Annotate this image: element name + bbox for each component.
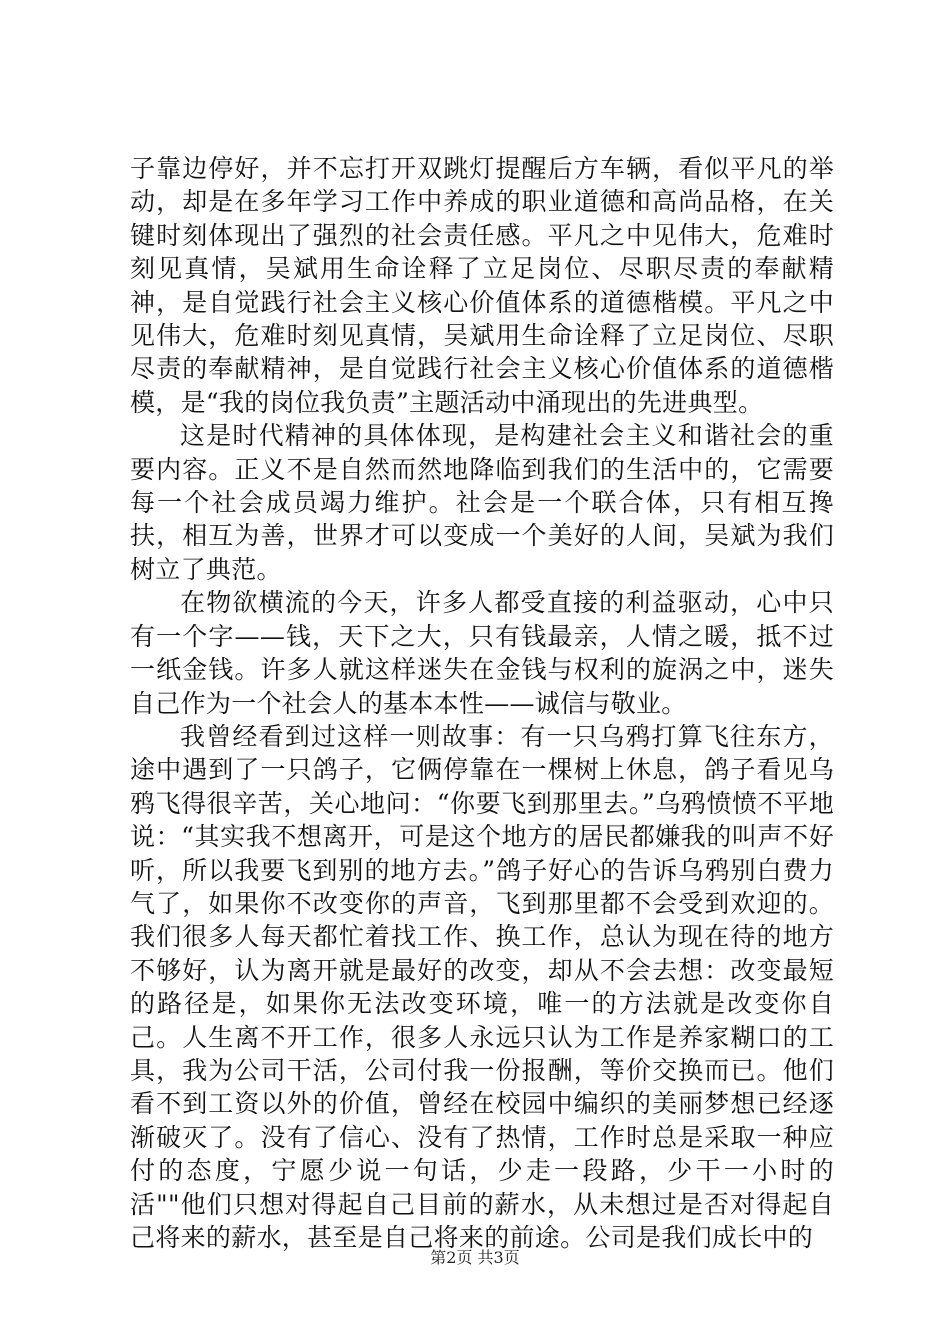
paragraph-1: 子靠边停好，并不忘打开双跳灯提醒后方车辆，看似平凡的举动，却是在多年学习工作中养成的职业道德和高尚品格，在关键时刻体现出了强烈的社会责任感。平凡之中见伟大，危难时刻见真情，吴斌用生命诠释了立足岗位、尽职尽责的奉献精神，是自觉践行社会主义核心价值体系的道德楷模。平凡之中见伟大，危难时刻见真情，吴斌用生命诠释了立足岗位、尽职尽责的奉献精神，是自觉践行社会主义核心价值体系的道德楷模，是“我的岗位我负责”主题活动中涌现出的先进典型。 bbox=[130, 154, 834, 417]
paragraph-4: 我曾经看到过这样一则故事：有一只乌鸦打算飞往东方，途中遇到了一只鸽子，它俩停靠在一棵树上休息，鸽子看见乌鸦飞得很辛苦，关心地问：“你要飞到那里去。”乌鸦愤愤不平地说：“其实我不想离开，可是这个地方的居民都嫌我的叫声不好听，所以我要飞到别的地方去。”鸽子好心的告诉乌鸦别白费力气了，如果你不改变你的声音，飞到那里都不会受到欢迎的。我们很多人每天都忙着找工作、换工作，总认为现在待的地方不够好，认为离开就是最好的改变，却从不会去想：改变最短的路径是，如果你无法改变环境，唯一的方法就是改变你自己。人生离不开工作，很多人永远只认为工作是养家糊口的工具，我为公司干活，公司付我一份报酬，等价交换而已。他们看不到工资以外的价值，曾经在校园中编织的美丽梦想已经逐渐破灭了。没有了信心、没有了热情，工作时总是采取一种应付的态度，宁愿少说一句话，少走一段路，少干一小时的活""他们只想对得起自己目前的薪水，从未想过是否对得起自己将来的薪水，甚至是自己将来的前途。公司是我们成长中的 bbox=[130, 721, 834, 1252]
paragraph-2: 这是时代精神的具体体现，是构建社会主义和谐社会的重要内容。正义不是自然而然地降临到我们的生活中的，它需要每一个社会成员竭力维护。社会是一个联合体，只有相互搀扶，相互为善，世界才可以变成一个美好的人间，吴斌为我们树立了典范。 bbox=[130, 421, 834, 584]
page-footer: 第2页 共3页 bbox=[430, 1248, 520, 1267]
paragraph-3: 在物欲横流的今天，许多人都受直接的利益驱动，心中只有一个字——钱，天下之大，只有钱最亲，人情之暖，抵不过一纸金钱。许多人就这样迷失在金钱与权利的旋涡之中，迷失自己作为一个社会人的基本本性——诚信与敬业。 bbox=[130, 588, 834, 718]
body-text bbox=[130, 152, 834, 1254]
